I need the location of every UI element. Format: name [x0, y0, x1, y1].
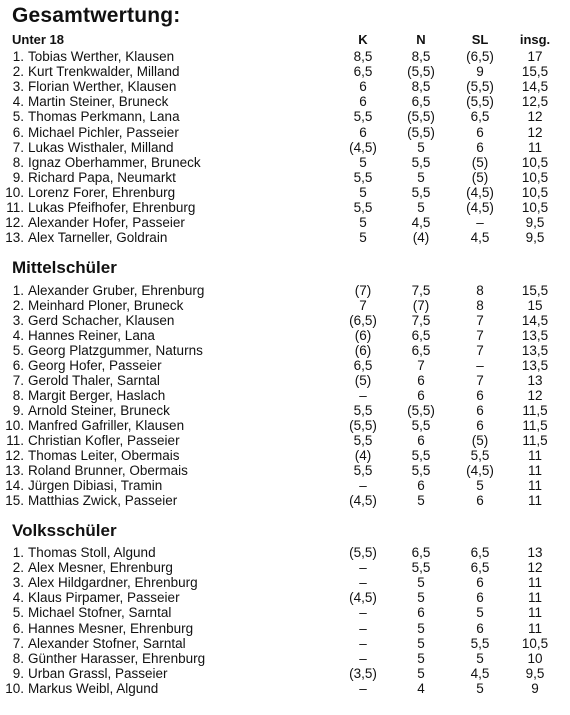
- sl-cell: (4,5): [466, 463, 494, 478]
- column-header-insg: insg.: [519, 32, 551, 47]
- k-cell: (5,5): [349, 418, 377, 433]
- table-row: [0, 283, 570, 298]
- name-cell: Alexander Stofner, Sarntal: [28, 635, 186, 651]
- n-cell: 5: [417, 493, 425, 508]
- rank-cell: 6.: [12, 620, 24, 636]
- table-row: [0, 64, 570, 79]
- k-cell: 5: [359, 215, 367, 231]
- table-row: [0, 170, 570, 185]
- name-cell: Tobias Werther, Klausen: [28, 49, 175, 64]
- rank-cell: 9.: [12, 169, 24, 185]
- table-row: [0, 545, 570, 560]
- total-cell: 10,5: [521, 184, 549, 200]
- table-row: [0, 200, 570, 215]
- name-cell: Meinhard Ploner, Bruneck: [28, 298, 184, 313]
- name-cell: Thomas Stoll, Algund: [28, 545, 156, 560]
- k-cell: 6: [359, 124, 367, 140]
- rank-cell: 12.: [5, 448, 24, 463]
- sl-cell: 5: [476, 680, 484, 696]
- rank-cell: 8.: [12, 154, 24, 170]
- total-cell: 11: [527, 448, 542, 463]
- n-cell: 5: [417, 590, 425, 606]
- rank-cell: 1.: [12, 283, 24, 298]
- sl-cell: 6: [476, 403, 484, 418]
- name-cell: Klaus Pirpamer, Passeier: [28, 590, 180, 606]
- name-cell: Alexander Hofer, Passeier: [28, 215, 185, 231]
- page-title: Gesamtwertung:: [12, 4, 181, 27]
- sl-cell: 6: [476, 493, 484, 508]
- rank-cell: 3.: [12, 79, 24, 95]
- total-cell: 10,5: [521, 169, 549, 185]
- table-row: [0, 433, 570, 448]
- sl-cell: 7: [476, 343, 484, 358]
- name-cell: Hannes Reiner, Lana: [28, 328, 155, 343]
- table-row: [0, 140, 570, 155]
- n-cell: (4): [412, 230, 430, 246]
- total-cell: 14,5: [521, 79, 549, 95]
- rank-cell: 10.: [5, 680, 24, 696]
- k-cell: (4,5): [349, 139, 377, 155]
- k-cell: 8,5: [353, 49, 373, 64]
- name-cell: Lukas Wisthaler, Milland: [28, 139, 174, 155]
- total-cell: 11: [527, 575, 542, 591]
- k-cell: 5,5: [353, 200, 373, 215]
- sl-cell: (5): [471, 154, 489, 170]
- table-row: [0, 343, 570, 358]
- table-row: [0, 313, 570, 328]
- k-cell: –: [359, 388, 367, 403]
- sl-cell: (6,5): [466, 49, 494, 64]
- column-header-k: K: [358, 32, 368, 47]
- table-row: [0, 94, 570, 109]
- n-cell: 6: [417, 373, 425, 388]
- name-cell: Georg Platzgummer, Naturns: [28, 343, 203, 358]
- sl-cell: (5): [471, 433, 489, 448]
- table-row: [0, 373, 570, 388]
- sl-cell: 5: [476, 605, 484, 621]
- n-cell: 6,5: [411, 328, 431, 343]
- rank-cell: 1.: [12, 545, 24, 560]
- total-cell: 10,5: [521, 154, 549, 170]
- table-row: [0, 493, 570, 508]
- n-cell: 6: [417, 478, 425, 493]
- table-row: [0, 590, 570, 605]
- name-cell: Lukas Pfeifhofer, Ehrenburg: [28, 200, 196, 215]
- n-cell: 5,5: [411, 463, 431, 478]
- rank-cell: 2.: [12, 64, 24, 80]
- table-row: [0, 681, 570, 696]
- k-cell: –: [359, 605, 367, 621]
- table-row: [0, 358, 570, 373]
- k-cell: (3,5): [349, 665, 377, 681]
- sl-cell: 5,5: [470, 448, 490, 463]
- rank-cell: 7.: [12, 635, 24, 651]
- name-cell: Margit Berger, Haslach: [28, 388, 166, 403]
- name-cell: Kurt Trenkwalder, Milland: [28, 64, 180, 80]
- n-cell: 5: [417, 200, 425, 215]
- rank-cell: 11.: [6, 433, 24, 448]
- k-cell: 6,5: [353, 64, 373, 80]
- name-cell: Günther Harasser, Ehrenburg: [28, 650, 206, 666]
- table-row: [0, 651, 570, 666]
- rank-cell: 1.: [12, 49, 24, 64]
- table-row: [0, 403, 570, 418]
- n-cell: 6,5: [411, 545, 431, 560]
- name-cell: Roland Brunner, Obermais: [28, 463, 188, 478]
- n-cell: (5,5): [407, 64, 435, 80]
- k-cell: –: [359, 680, 367, 696]
- table-row: [0, 79, 570, 94]
- n-cell: 8,5: [411, 49, 431, 64]
- k-cell: 5,5: [353, 403, 373, 418]
- rank-cell: 14.: [5, 478, 24, 493]
- rank-cell: 8.: [12, 388, 24, 403]
- name-cell: Georg Hofer, Passeier: [28, 358, 162, 373]
- k-cell: 5,5: [353, 463, 373, 478]
- rank-cell: 5.: [12, 343, 24, 358]
- sl-cell: 7: [476, 373, 484, 388]
- total-cell: 11,5: [522, 433, 548, 448]
- n-cell: 6: [417, 605, 425, 621]
- total-cell: 13,5: [521, 328, 549, 343]
- sl-cell: 6: [476, 418, 484, 433]
- section-title-volksschueler: Volksschüler: [12, 521, 117, 540]
- name-cell: Michael Stofner, Sarntal: [28, 605, 172, 621]
- sl-cell: 6,5: [470, 545, 490, 560]
- n-cell: 5: [417, 650, 425, 666]
- k-cell: –: [359, 620, 367, 636]
- n-cell: 5,5: [411, 154, 431, 170]
- rank-cell: 7.: [12, 139, 24, 155]
- k-cell: 5: [359, 154, 367, 170]
- table-row: [0, 215, 570, 230]
- sl-cell: 6: [476, 124, 484, 140]
- k-cell: (5,5): [349, 545, 377, 560]
- total-cell: 9,5: [525, 230, 545, 246]
- k-cell: –: [359, 635, 367, 651]
- total-cell: 9: [531, 680, 539, 696]
- sl-cell: 5,5: [470, 635, 490, 651]
- table-row: [0, 666, 570, 681]
- total-cell: 11: [527, 590, 542, 606]
- n-cell: 6,5: [411, 94, 431, 110]
- table-row: [0, 49, 570, 64]
- rank-cell: 2.: [12, 560, 24, 576]
- total-cell: 17: [527, 49, 543, 64]
- total-cell: 15: [527, 298, 543, 313]
- table-row: [0, 328, 570, 343]
- k-cell: –: [359, 575, 367, 591]
- sl-cell: (5,5): [466, 79, 494, 95]
- table-row: [0, 448, 570, 463]
- k-cell: (4,5): [349, 590, 377, 606]
- section-title-mittelschueler: Mittelschüler: [12, 258, 117, 277]
- total-cell: 12: [527, 388, 543, 403]
- table-row: [0, 125, 570, 140]
- sl-cell: 5: [476, 650, 484, 666]
- total-cell: 15,5: [521, 283, 549, 298]
- table-row: [0, 155, 570, 170]
- n-cell: 6: [417, 388, 425, 403]
- k-cell: 6: [359, 79, 367, 95]
- table-row: [0, 636, 570, 651]
- n-cell: 8,5: [411, 79, 431, 95]
- n-cell: 4: [417, 680, 425, 696]
- rank-cell: 4.: [12, 94, 24, 110]
- total-cell: 11: [527, 493, 542, 508]
- n-cell: 5: [417, 169, 425, 185]
- rank-cell: 10.: [5, 184, 24, 200]
- n-cell: 5,5: [411, 184, 431, 200]
- sl-cell: –: [476, 215, 484, 231]
- rank-cell: 4.: [12, 328, 24, 343]
- rank-cell: 2.: [12, 298, 24, 313]
- sl-cell: 7: [476, 313, 484, 328]
- sl-cell: 5: [476, 478, 484, 493]
- total-cell: 10: [527, 650, 543, 666]
- sl-cell: 6: [476, 590, 484, 606]
- n-cell: (5,5): [407, 403, 435, 418]
- sl-cell: 7: [476, 328, 484, 343]
- rank-cell: 6.: [12, 358, 24, 373]
- rank-cell: 15.: [5, 493, 24, 508]
- name-cell: Lorenz Forer, Ehrenburg: [28, 184, 176, 200]
- sl-cell: (4,5): [466, 200, 494, 215]
- total-cell: 11,5: [522, 403, 548, 418]
- table-row: [0, 463, 570, 478]
- rank-cell: 6.: [12, 124, 24, 140]
- name-cell: Alexander Gruber, Ehrenburg: [28, 283, 205, 298]
- sl-cell: 6,5: [470, 109, 490, 125]
- section-title-unter-18: Unter 18: [12, 32, 65, 47]
- k-cell: (6,5): [349, 313, 377, 328]
- n-cell: 6,5: [411, 343, 431, 358]
- rank-cell: 10.: [5, 418, 24, 433]
- n-cell: 7: [417, 358, 425, 373]
- name-cell: Alex Tarneller, Goldrain: [28, 230, 168, 246]
- name-cell: Arnold Steiner, Bruneck: [28, 403, 170, 418]
- total-cell: 11: [527, 620, 542, 636]
- k-cell: 6,5: [353, 358, 373, 373]
- total-cell: 11: [527, 463, 542, 478]
- n-cell: 5: [417, 635, 425, 651]
- n-cell: 5,5: [411, 560, 431, 576]
- rank-cell: 8.: [12, 650, 24, 666]
- sl-cell: (4,5): [466, 184, 494, 200]
- n-cell: (5,5): [407, 124, 435, 140]
- table-row: [0, 605, 570, 620]
- name-cell: Manfred Gafriller, Klausen: [28, 418, 185, 433]
- name-cell: Matthias Zwick, Passeier: [28, 493, 178, 508]
- k-cell: –: [359, 560, 367, 576]
- total-cell: 14,5: [521, 313, 549, 328]
- total-cell: 11: [527, 139, 542, 155]
- k-cell: 5,5: [353, 169, 373, 185]
- sl-cell: 6: [476, 620, 484, 636]
- k-cell: (6): [354, 328, 372, 343]
- sl-cell: 9: [476, 64, 484, 80]
- name-cell: Gerd Schacher, Klausen: [28, 313, 175, 328]
- table-row: [0, 298, 570, 313]
- name-cell: Alex Hildgardner, Ehrenburg: [28, 575, 198, 591]
- total-cell: 11: [527, 478, 542, 493]
- rank-cell: 5.: [12, 109, 24, 125]
- rank-cell: 9.: [12, 403, 24, 418]
- sl-cell: 4,5: [470, 665, 490, 681]
- column-header-n: N: [416, 32, 426, 47]
- n-cell: 7,5: [411, 283, 431, 298]
- n-cell: 5: [417, 575, 425, 591]
- sl-cell: 8: [476, 298, 484, 313]
- total-cell: 13: [527, 373, 543, 388]
- table-row: [0, 388, 570, 403]
- name-cell: Markus Weibl, Algund: [28, 680, 159, 696]
- total-cell: 12,5: [521, 94, 549, 110]
- k-cell: –: [359, 478, 367, 493]
- rank-cell: 7.: [12, 373, 24, 388]
- table-row: [0, 418, 570, 433]
- total-cell: 12: [527, 124, 543, 140]
- k-cell: 5: [359, 184, 367, 200]
- k-cell: 5: [359, 230, 367, 246]
- name-cell: Martin Steiner, Bruneck: [28, 94, 169, 110]
- rank-cell: 13.: [5, 230, 24, 246]
- n-cell: 5: [417, 665, 425, 681]
- total-cell: 13,5: [521, 343, 549, 358]
- total-cell: 15,5: [521, 64, 549, 80]
- k-cell: (4,5): [349, 493, 377, 508]
- n-cell: 5: [417, 620, 425, 636]
- sl-cell: –: [476, 358, 484, 373]
- table-row: [0, 575, 570, 590]
- total-cell: 10,5: [521, 200, 549, 215]
- name-cell: Richard Papa, Neumarkt: [28, 169, 176, 185]
- total-cell: 13: [527, 545, 543, 560]
- k-cell: 5,5: [353, 109, 373, 125]
- rank-cell: 12.: [5, 215, 24, 231]
- sl-cell: (5,5): [466, 94, 494, 110]
- k-cell: 7: [359, 298, 367, 313]
- n-cell: (5,5): [407, 109, 435, 125]
- rank-cell: 4.: [12, 590, 24, 606]
- rank-cell: 3.: [12, 575, 24, 591]
- rank-cell: 3.: [12, 313, 24, 328]
- name-cell: Thomas Perkmann, Lana: [28, 109, 180, 125]
- name-cell: Hannes Mesner, Ehrenburg: [28, 620, 194, 636]
- n-cell: 5,5: [411, 418, 431, 433]
- table-row: [0, 560, 570, 575]
- total-cell: 12: [527, 109, 543, 125]
- name-cell: Florian Werther, Klausen: [28, 79, 177, 95]
- sl-cell: (5): [471, 169, 489, 185]
- total-cell: 9,5: [525, 665, 545, 681]
- n-cell: 5: [417, 139, 425, 155]
- sl-cell: 6: [476, 139, 484, 155]
- table-row: [0, 230, 570, 245]
- sl-cell: 6,5: [470, 560, 490, 576]
- total-cell: 9,5: [525, 215, 545, 231]
- name-cell: Urban Grassl, Passeier: [28, 665, 168, 681]
- name-cell: Thomas Leiter, Obermais: [28, 448, 180, 463]
- total-cell: 11,5: [522, 418, 548, 433]
- sl-cell: 4,5: [470, 230, 490, 246]
- k-cell: 5,5: [353, 433, 373, 448]
- k-cell: (6): [354, 343, 372, 358]
- name-cell: Michael Pichler, Passeier: [28, 124, 179, 140]
- column-header-sl: SL: [471, 32, 489, 47]
- sl-cell: 8: [476, 283, 484, 298]
- name-cell: Ignaz Oberhammer, Bruneck: [28, 154, 201, 170]
- table-row: [0, 621, 570, 636]
- total-cell: 11: [527, 605, 542, 621]
- k-cell: –: [359, 650, 367, 666]
- n-cell: 7,5: [411, 313, 431, 328]
- total-cell: 12: [527, 560, 543, 576]
- name-cell: Alex Mesner, Ehrenburg: [28, 560, 173, 576]
- total-cell: 10,5: [521, 635, 549, 651]
- n-cell: 5,5: [411, 448, 431, 463]
- total-cell: 13,5: [521, 358, 549, 373]
- name-cell: Christian Kofler, Passeier: [28, 433, 180, 448]
- k-cell: (4): [354, 448, 372, 463]
- k-cell: (7): [354, 283, 372, 298]
- n-cell: 6: [417, 433, 425, 448]
- n-cell: (7): [412, 298, 430, 313]
- table-row: [0, 478, 570, 493]
- name-cell: Gerold Thaler, Sarntal: [28, 373, 160, 388]
- rank-cell: 5.: [12, 605, 24, 621]
- rank-cell: 13.: [5, 463, 24, 478]
- table-row: [0, 109, 570, 124]
- k-cell: (5): [354, 373, 372, 388]
- sl-cell: 6: [476, 575, 484, 591]
- rank-cell: 9.: [12, 665, 24, 681]
- name-cell: Jürgen Dibiasi, Tramin: [28, 478, 163, 493]
- k-cell: 6: [359, 94, 367, 110]
- sl-cell: 6: [476, 388, 484, 403]
- n-cell: 4,5: [411, 215, 431, 231]
- rank-cell: 11.: [6, 200, 24, 215]
- table-row: [0, 185, 570, 200]
